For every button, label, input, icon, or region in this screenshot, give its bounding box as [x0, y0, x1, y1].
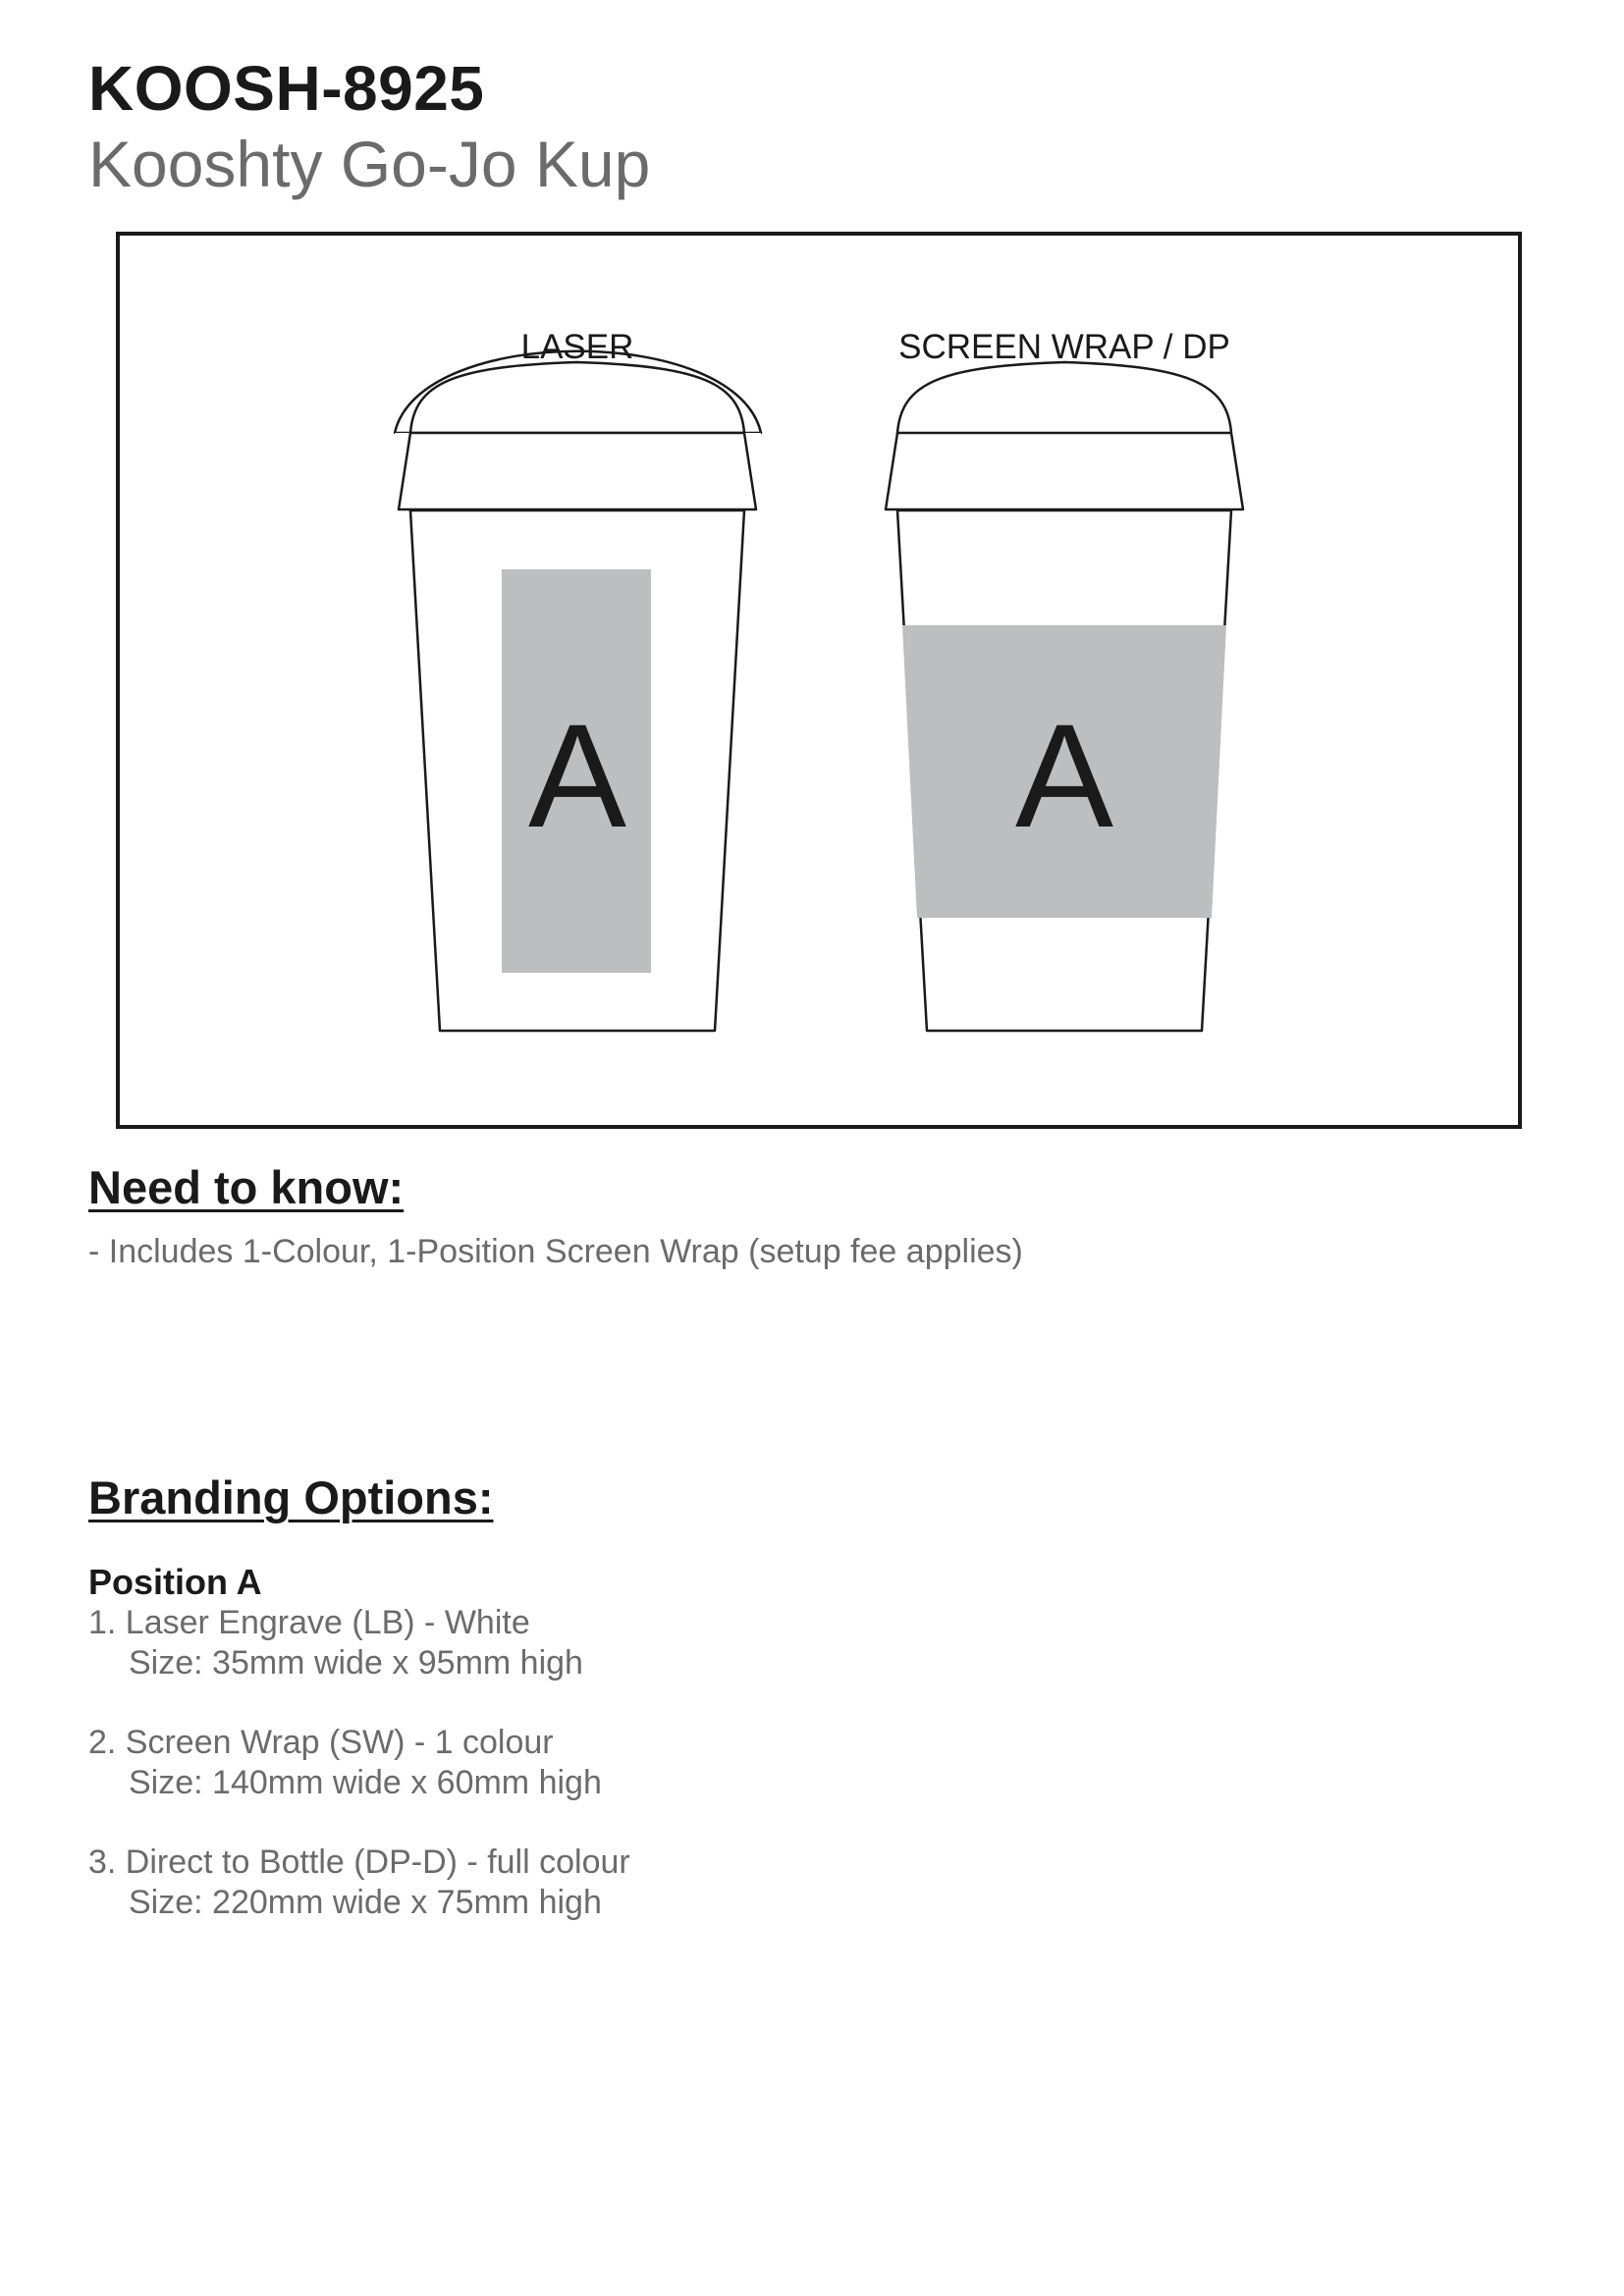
- branding-option-size: Size: 140mm wide x 60mm high: [129, 1764, 602, 1801]
- screen-wrap-label: SCREEN WRAP / DP: [898, 328, 1230, 366]
- laser-position-letter: A: [527, 693, 627, 858]
- branding-option-size: Size: 35mm wide x 95mm high: [129, 1644, 583, 1682]
- product-name: Kooshty Go-Jo Kup: [88, 128, 651, 200]
- screen-wrap-cup-lid-dome: [897, 362, 1231, 433]
- need-to-know-item: - Includes 1-Colour, 1-Position Screen Wrap (setup fee applies): [88, 1233, 1023, 1270]
- screen-wrap-position-letter: A: [1014, 693, 1114, 858]
- branding-option-title: 3. Direct to Bottle (DP-D) - full colour: [88, 1843, 630, 1881]
- branding-option: [88, 1603, 583, 1683]
- product-code: KOOSH-8925: [88, 53, 485, 124]
- branding-option: [88, 1723, 602, 1803]
- laser-cup-illustration: [395, 351, 761, 1031]
- screen-wrap-cup-lid-band: [886, 433, 1243, 509]
- branding-options-heading: Branding Options:: [88, 1471, 494, 1523]
- branding-option-size: Size: 220mm wide x 75mm high: [129, 1884, 602, 1921]
- need-to-know-heading: Need to know:: [88, 1161, 405, 1213]
- branding-option-title: 1. Laser Engrave (LB) - White: [88, 1604, 530, 1641]
- position-label: Position A: [88, 1562, 262, 1602]
- branding-diagram-frame: [116, 232, 1522, 1129]
- laser-cup-lid-band: [399, 433, 756, 509]
- branding-option: [88, 1842, 630, 1923]
- laser-label: LASER: [520, 328, 634, 366]
- branding-diagram: [120, 236, 1518, 1125]
- branding-option-title: 2. Screen Wrap (SW) - 1 colour: [88, 1724, 554, 1761]
